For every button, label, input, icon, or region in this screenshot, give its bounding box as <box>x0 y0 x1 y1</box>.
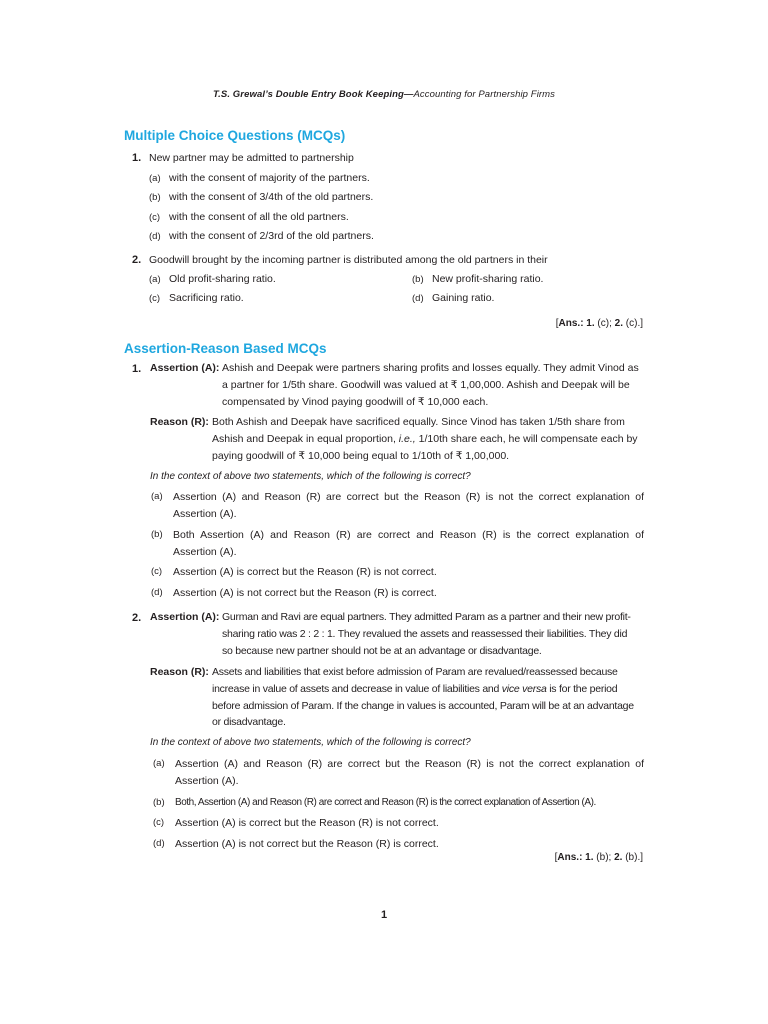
option <box>153 795 644 813</box>
question-number: 1. <box>132 152 142 164</box>
text-line: Assertion (A) and Reason (R) are correct but the Reason (R) is not the correct explanation of <box>173 491 644 503</box>
option-text: New profit-sharing ratio. <box>432 273 544 285</box>
header-subtitle: Accounting for Partnership Firms <box>413 89 556 100</box>
option-label: (d) <box>149 231 161 242</box>
option-label: (b) <box>151 529 163 540</box>
option-label: (d) <box>153 838 165 849</box>
option-text: Assertion (A) is not correct but the Reason (R) is correct. <box>175 838 439 850</box>
text-run: 1/10th share each, he will compensate each by <box>415 432 638 445</box>
answer-bracket: [ <box>554 852 558 863</box>
context-prompt: In the context of above two statements, which of the following is correct? <box>150 737 471 748</box>
answer-label: Ans.: 1. <box>557 852 594 863</box>
option-text: with the consent of majority of the partners. <box>169 172 370 184</box>
option <box>149 172 370 184</box>
option-label: (c) <box>149 293 161 304</box>
text-line: a partner for 1/5th share. Goodwill was valued at ₹ 1,00,000. Ashish and Deepak will be <box>222 378 630 391</box>
reason-text <box>212 414 644 464</box>
option <box>149 273 276 285</box>
text-line: Gurman and Ravi are equal partners. They admitted Param as a partner and their new profit- <box>222 611 631 623</box>
question-number: 2. <box>132 612 142 624</box>
text-run-italic: i.e., <box>398 432 416 445</box>
option-label: (c) <box>153 817 165 828</box>
page-number: 1 <box>380 909 388 921</box>
text-line: sharing ratio was 2 : 2 : 1. They revalued the assets and reassessed their liabilities. They did <box>222 627 628 640</box>
option-label: (d) <box>151 587 163 598</box>
text-line: before admission of Param. If the change in values is accounted, Param will be at an advantage <box>212 699 634 712</box>
option-label: (b) <box>412 274 424 285</box>
option <box>151 489 644 523</box>
option <box>412 273 543 285</box>
text-run-italic: vice versa <box>501 682 547 695</box>
option-text: Assertion (A) is not correct but the Reason (R) is correct. <box>173 587 437 599</box>
answer-bracket: [ <box>555 318 559 329</box>
question-text: New partner may be admitted to partnership <box>149 152 354 164</box>
text-line: Assets and liabilities that exist before admission of Param are revalued/reassessed because <box>212 666 618 678</box>
option <box>153 756 644 790</box>
context-prompt: In the context of above two statements, which of the following is correct? <box>150 471 471 482</box>
text-line <box>212 431 644 448</box>
question-text: Goodwill brought by the incoming partner is distributed among the old partners in their <box>149 254 548 266</box>
answer-label: 2. <box>614 318 623 329</box>
option-text: with the consent of all the old partners. <box>169 211 349 223</box>
running-header <box>0 89 768 100</box>
text-line: Assertion (A). <box>173 507 237 520</box>
option-label: (a) <box>151 491 163 502</box>
option-label: (b) <box>153 797 165 808</box>
answer-label: 2. <box>614 852 623 863</box>
assertion-label: Assertion (A): <box>150 611 220 623</box>
assertion-text <box>222 360 644 410</box>
text-line: so because new partner should not be at an advantage or disadvantage. <box>222 644 542 657</box>
text-line: compensated by Vinod paying goodwill of ₹ 10,000 each. <box>222 395 489 408</box>
text-line: paying goodwill of ₹ 10,000 being equal to 1/10th of ₹ 1,00,000. <box>212 449 510 462</box>
option-text <box>173 489 644 523</box>
option-text: with the consent of 3/4th of the old partners. <box>169 191 374 203</box>
text-run: is for the period <box>546 682 618 695</box>
answer-value: (b); <box>593 852 615 863</box>
reason-label: Reason (R): <box>150 416 209 428</box>
option-text <box>175 756 644 790</box>
option-text: Both, Assertion (A) and Reason (R) are correct and Reason (R) is the correct explanation of Assertion (A). <box>175 797 596 808</box>
reason-text <box>212 664 644 731</box>
text-line: Assertion (A) and Reason (R) are correct but the Reason (R) is not the correct explanation of <box>175 758 644 770</box>
text-run: Ashish and Deepak in equal proportion, <box>212 432 399 445</box>
option-label: (c) <box>149 212 161 223</box>
option <box>149 211 349 223</box>
question-number: 2. <box>132 254 142 266</box>
answer-value: (c); <box>594 318 615 329</box>
option <box>151 527 644 561</box>
option-label: (d) <box>412 293 424 304</box>
text-run: increase in value of assets and decrease in value of liabilities and <box>212 682 502 695</box>
option <box>149 292 244 304</box>
assertion-label: Assertion (A): <box>150 362 220 374</box>
option <box>151 564 644 582</box>
option-label: (a) <box>149 274 161 285</box>
option-text: Old profit-sharing ratio. <box>169 273 276 285</box>
answer-value: (b).] <box>622 852 643 863</box>
option <box>153 815 644 833</box>
text-line: or disadvantage. <box>212 716 286 729</box>
option-text: Assertion (A) is correct but the Reason (R) is not correct. <box>175 817 439 829</box>
answer-key <box>555 852 643 863</box>
text-line <box>212 681 644 698</box>
section-title-mcqs: Multiple Choice Questions (MCQs) <box>124 128 346 143</box>
option-text: Sacrificing ratio. <box>169 292 244 304</box>
option <box>149 191 373 203</box>
option <box>151 585 644 603</box>
answer-label: Ans.: 1. <box>558 318 595 329</box>
text-line: Ashish and Deepak were partners sharing profits and losses equally. They admit Vinod as <box>222 362 639 374</box>
option-text: with the consent of 2/3rd of the old partners. <box>169 230 374 242</box>
option-label: (b) <box>149 192 161 203</box>
option-text: Assertion (A) is correct but the Reason (R) is not correct. <box>173 566 437 578</box>
assertion-text <box>222 609 644 659</box>
option-label: (c) <box>151 566 163 577</box>
text-line: Both Assertion (A) and Reason (R) are correct and Reason (R) is the correct explanation of <box>173 529 644 541</box>
option-label: (a) <box>153 758 165 769</box>
section-title-assertion-reason: Assertion-Reason Based MCQs <box>124 341 327 356</box>
option-text <box>173 527 644 561</box>
text-line: Assertion (A). <box>173 545 237 558</box>
option <box>412 292 494 304</box>
answer-key <box>556 318 643 329</box>
text-line: Assertion (A). <box>175 774 239 787</box>
reason-label: Reason (R): <box>150 666 209 678</box>
option <box>149 230 374 242</box>
question-number: 1. <box>132 363 142 375</box>
option-text: Gaining ratio. <box>432 292 495 304</box>
header-book-title: T.S. Grewal’s Double Entry Book Keeping— <box>212 89 414 100</box>
option-label: (a) <box>149 173 161 184</box>
text-line: Both Ashish and Deepak have sacrificed equally. Since Vinod has taken 1/5th share from <box>212 416 625 428</box>
answer-value: (c).] <box>623 318 643 329</box>
